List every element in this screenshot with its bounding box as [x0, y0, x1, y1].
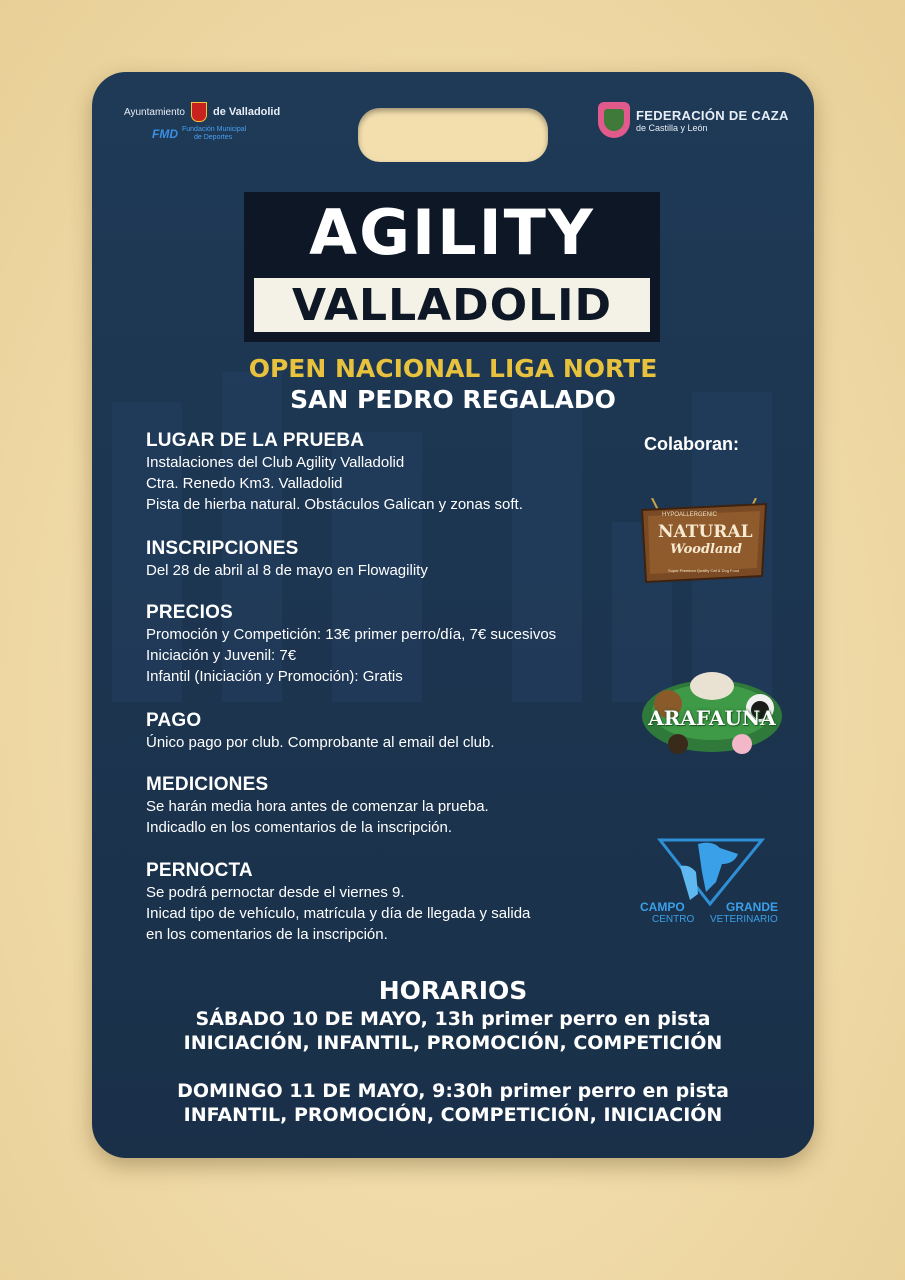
saturday-line: SÁBADO 10 DE MAYO, 13h primer perro en pista	[195, 1008, 711, 1030]
section-inscripciones	[146, 538, 428, 581]
campo-grande-logo	[640, 838, 790, 934]
veterinario-text: VETERINARIO	[710, 914, 778, 925]
fmd-text-1: Fundación Municipal	[182, 126, 247, 133]
section-line: Promoción y Competición: 13€ primer perro/día, 7€ sucesivos	[146, 626, 557, 643]
natural-woodland-logo	[640, 498, 768, 584]
section-title: INSCRIPCIONES	[146, 538, 299, 559]
ayuntamiento-logo	[124, 102, 314, 152]
fmd-logo-text: FMD	[152, 127, 178, 141]
section-pago	[146, 710, 495, 753]
federacion-logo	[598, 102, 789, 138]
arafauna-text: ARAFAUNA	[648, 706, 776, 730]
section-title: MEDICIONES	[146, 774, 269, 795]
section-title: PERNOCTA	[146, 860, 253, 881]
section-lugar	[146, 430, 523, 515]
colaboran-heading: Colaboran:	[644, 434, 740, 454]
section-title: PAGO	[146, 710, 202, 731]
natural-top-text: HYPOALLERGENIC	[662, 512, 718, 518]
section-title: LUGAR DE LA PRUEBA	[146, 430, 365, 451]
fmd-text-2: de Deportes	[194, 134, 233, 141]
section-line: Iniciación y Juvenil: 7€	[146, 647, 297, 664]
section-line: Ctra. Renedo Km3. Valladolid	[146, 475, 343, 492]
ayuntamiento-text: Ayuntamiento	[124, 106, 185, 118]
section-pernocta	[146, 860, 530, 945]
section-line: en los comentarios de la inscripción.	[146, 926, 388, 943]
section-precios	[146, 602, 556, 687]
section-mediciones	[146, 774, 489, 838]
section-line: Inicad tipo de vehículo, matrícula y día de llegada y salida	[146, 905, 531, 922]
section-title: PRECIOS	[146, 602, 233, 623]
valladolid-shield-icon	[191, 102, 207, 122]
natural-text: NATURAL	[658, 522, 753, 542]
poster-card	[92, 72, 814, 1158]
sunday-categories: INFANTIL, PROMOCIÓN, COMPETICIÓN, INICIACIÓN	[183, 1104, 723, 1126]
subtitle-open: OPEN NACIONAL LIGA NORTE	[248, 354, 658, 383]
federacion-badge-icon	[598, 102, 630, 138]
section-line: Se podrá pernoctar desde el viernes 9.	[146, 884, 405, 901]
natural-bottom-text: Super Premium Quality Cat & Dog Food	[668, 568, 740, 573]
arafauna-logo	[638, 664, 786, 760]
federacion-title: FEDERACIÓN DE CAZA	[636, 107, 789, 123]
sunday-line: DOMINGO 11 DE MAYO, 9:30h primer perro en pista	[177, 1080, 729, 1102]
centro-text: CENTRO	[652, 914, 695, 925]
section-line: Del 28 de abril al 8 de mayo en Flowagility	[146, 562, 428, 579]
section-line: Indicadlo en los comentarios de la inscripción.	[146, 819, 452, 836]
subtitle-san-pedro: SAN PEDRO REGALADO	[290, 385, 616, 414]
title-agility: AGILITY	[309, 196, 595, 269]
horarios-title: HORARIOS	[378, 976, 528, 1005]
federacion-subtitle: de Castilla y León	[636, 122, 708, 133]
hang-hole	[358, 108, 548, 162]
woodland-text: Woodland	[670, 542, 742, 557]
title-box	[244, 192, 660, 342]
section-line: Único pago por club. Comprobante al email del club.	[146, 734, 495, 751]
title-valladolid: VALLADOLID	[291, 280, 613, 331]
campo-text: CAMPO	[640, 900, 685, 914]
valladolid-text: de Valladolid	[212, 106, 281, 118]
section-line: Instalaciones del Club Agility Valladolid	[146, 454, 405, 471]
section-line: Infantil (Iniciación y Promoción): Gratis	[146, 668, 403, 685]
saturday-categories: INICIACIÓN, INFANTIL, PROMOCIÓN, COMPETICIÓN	[183, 1032, 723, 1054]
section-line: Pista de hierba natural. Obstáculos Galican y zonas soft.	[146, 496, 523, 513]
grande-text: GRANDE	[726, 900, 779, 914]
section-line: Se harán media hora antes de comenzar la prueba.	[146, 798, 489, 815]
